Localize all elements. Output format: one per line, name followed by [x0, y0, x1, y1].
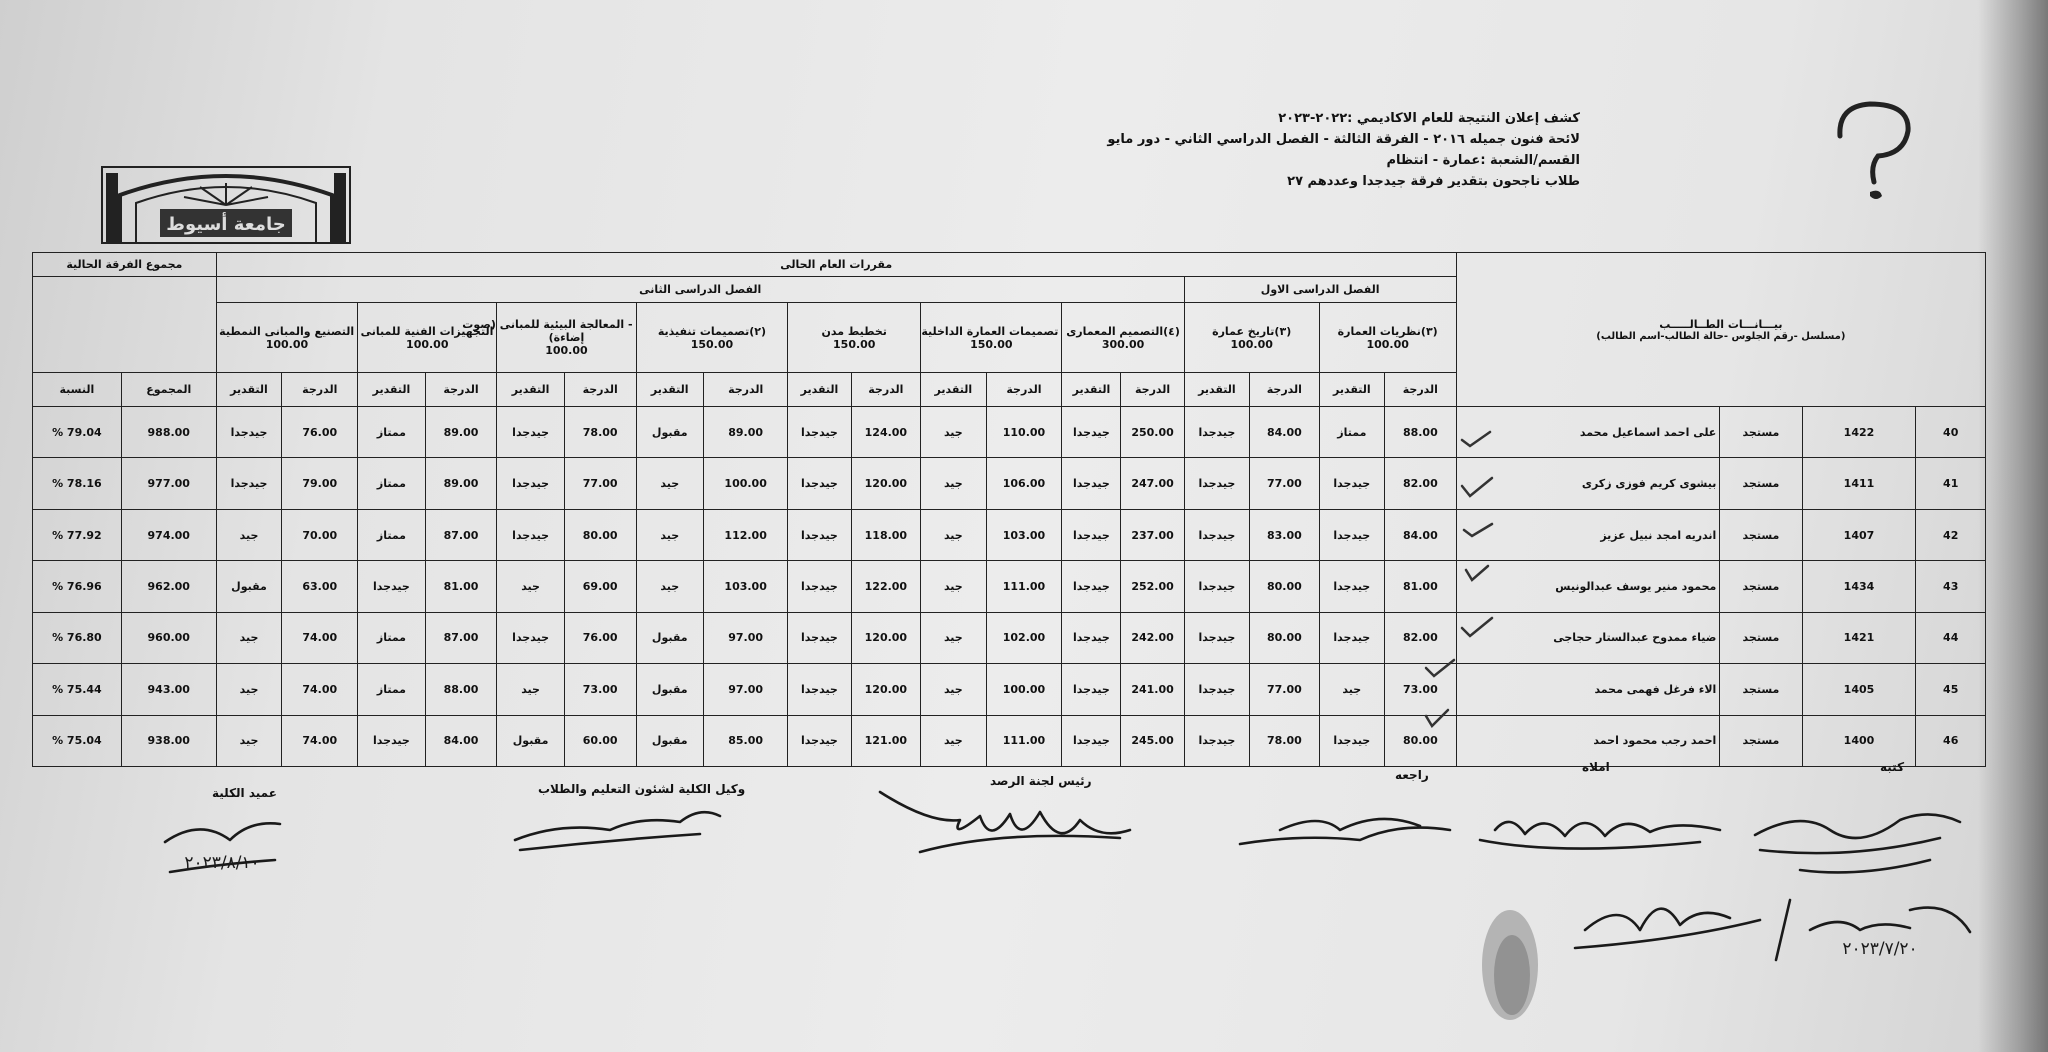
- rating-cell: جيد: [1319, 664, 1384, 715]
- rating-cell: جيدجدا: [788, 664, 851, 715]
- grade-cell: 102.00: [986, 612, 1062, 663]
- document-header: [1000, 108, 1580, 192]
- grade-cell: 77.00: [1250, 458, 1320, 509]
- rating-cell: جيدجدا: [216, 407, 282, 458]
- grade-cell: 87.00: [425, 612, 497, 663]
- rating-cell: مقبول: [497, 715, 564, 766]
- grade-cell: 97.00: [703, 612, 787, 663]
- grade-cell: 111.00: [986, 561, 1062, 612]
- grade-cell: 88.00: [425, 664, 497, 715]
- student-name-cell: احمد رجب محمود احمد: [1456, 715, 1720, 766]
- seat-number-cell: 1421: [1802, 612, 1916, 663]
- current-courses-header: مقررات العام الحالى: [216, 253, 1456, 277]
- course-header: تخطيط مدن 150.00: [788, 303, 921, 373]
- question-mark-annotation: [1830, 96, 1920, 206]
- table-row: [33, 458, 1986, 509]
- status-cell: مستجد: [1720, 715, 1802, 766]
- grade-cell: 250.00: [1121, 407, 1184, 458]
- rating-cell: مقبول: [636, 664, 703, 715]
- semester2-header: الفصل الدراسى الثانى: [216, 277, 1184, 303]
- grade-label: الدرجة: [1250, 373, 1320, 407]
- grade-label: الدرجة: [1385, 373, 1457, 407]
- grade-cell: 73.00: [1385, 664, 1457, 715]
- seat-number-cell: 1411: [1802, 458, 1916, 509]
- serial-cell: 43: [1916, 561, 1986, 612]
- rating-cell: جيدجدا: [358, 715, 425, 766]
- rating-cell: جيدجدا: [358, 561, 425, 612]
- student-name-cell: الاء فرغل فهمى محمد: [1456, 664, 1720, 715]
- seat-number-cell: 1434: [1802, 561, 1916, 612]
- rating-cell: جيدجدا: [216, 458, 282, 509]
- serial-cell: 45: [1916, 664, 1986, 715]
- grade-cell: 84.00: [1385, 509, 1457, 560]
- pct-cell: 78.16 %: [33, 458, 122, 509]
- table-row: [33, 407, 1986, 458]
- svg-text:٢٠٢٣/٨/١٠: ٢٠٢٣/٨/١٠: [184, 853, 260, 873]
- signature-section: [0, 760, 2048, 1050]
- written-by-label: كتبه: [1880, 760, 1905, 774]
- seat-number-cell: 1407: [1802, 509, 1916, 560]
- pct-cell: 75.44 %: [33, 664, 122, 715]
- rating-cell: جيد: [216, 664, 282, 715]
- rating-cell: جيدجدا: [1319, 561, 1384, 612]
- rating-label: التقدير: [636, 373, 703, 407]
- rating-cell: جيدجدا: [1184, 509, 1249, 560]
- rating-cell: جيدجدا: [1319, 612, 1384, 663]
- rating-label: التقدير: [921, 373, 986, 407]
- student-name-cell: بيشوى كريم فوزى زكرى: [1456, 458, 1720, 509]
- grade-cell: 245.00: [1121, 715, 1184, 766]
- grade-cell: 252.00: [1121, 561, 1184, 612]
- grade-cell: 63.00: [282, 561, 358, 612]
- sum-cell: 988.00: [121, 407, 216, 458]
- rating-cell: جيدجدا: [1184, 612, 1249, 663]
- rating-cell: جيدجدا: [1184, 715, 1249, 766]
- seat-number-cell: 1405: [1802, 664, 1916, 715]
- pct-cell: 76.96 %: [33, 561, 122, 612]
- grade-label: الدرجة: [282, 373, 358, 407]
- student-name-cell: على احمد اسماعيل محمد: [1456, 407, 1720, 458]
- course-header: (٤)التصميم المعمارى 300.00: [1062, 303, 1184, 373]
- rating-cell: جيد: [497, 664, 564, 715]
- grade-cell: 80.00: [1385, 715, 1457, 766]
- student-name-cell: ضياء ممدوح عبدالستار حجاجى: [1456, 612, 1720, 663]
- status-cell: مستجد: [1720, 561, 1802, 612]
- rating-cell: جيدجدا: [1062, 715, 1121, 766]
- sum-cell: 962.00: [121, 561, 216, 612]
- university-logo: [100, 165, 352, 245]
- status-cell: مستجد: [1720, 664, 1802, 715]
- rating-cell: جيدجدا: [788, 458, 851, 509]
- grade-cell: 103.00: [703, 561, 787, 612]
- svg-text:جامعة أسيوط: جامعة أسيوط: [166, 214, 286, 235]
- rating-label: التقدير: [1184, 373, 1249, 407]
- rating-cell: جيدجدا: [1184, 458, 1249, 509]
- grade-cell: 83.00: [1250, 509, 1320, 560]
- rating-cell: ممتاز: [358, 458, 425, 509]
- grade-cell: 242.00: [1121, 612, 1184, 663]
- sum-cell: 974.00: [121, 509, 216, 560]
- grade-cell: 82.00: [1385, 612, 1457, 663]
- committee-head-label: رئيس لجنة الرصد: [990, 774, 1092, 788]
- header-line-3: القسم/الشعبة :عمارة - انتظام: [1386, 153, 1580, 168]
- course-header: تصميمات العمارة الداخلية 150.00: [921, 303, 1062, 373]
- rating-cell: جيدجدا: [1062, 509, 1121, 560]
- rating-cell: مقبول: [216, 561, 282, 612]
- sum-cell: 960.00: [121, 612, 216, 663]
- pct-cell: 79.04 %: [33, 407, 122, 458]
- rating-cell: مقبول: [636, 407, 703, 458]
- grade-cell: 78.00: [564, 407, 636, 458]
- vice-dean-label: وكيل الكلية لشئون التعليم والطلاب: [538, 782, 746, 796]
- sum-cell: 938.00: [121, 715, 216, 766]
- grades-table: [32, 252, 1986, 767]
- rating-cell: جيدجدا: [788, 509, 851, 560]
- grade-cell: 76.00: [564, 612, 636, 663]
- serial-cell: 44: [1916, 612, 1986, 663]
- rating-cell: جيدجدا: [1062, 458, 1121, 509]
- rating-label: التقدير: [216, 373, 282, 407]
- header-line-1: كشف إعلان النتيجة للعام الاكاديمي :٢٠٢٢-٢٠٢٣: [1278, 111, 1580, 126]
- rating-cell: جيدجدا: [1319, 509, 1384, 560]
- rating-cell: جيدجدا: [1062, 407, 1121, 458]
- rating-cell: جيدجدا: [497, 612, 564, 663]
- grade-cell: 74.00: [282, 664, 358, 715]
- grade-label: الدرجة: [425, 373, 497, 407]
- table-row: [33, 509, 1986, 560]
- status-cell: مستجد: [1720, 509, 1802, 560]
- rating-cell: جيد: [921, 561, 986, 612]
- semester1-header: الفصل الدراسى الاول: [1184, 277, 1456, 303]
- header-line-4: طلاب ناجحون بتقدير فرقة جيدجدا وعددهم ٢٧: [1287, 174, 1580, 189]
- course-header: (٣)نظريات العمارة 100.00: [1319, 303, 1456, 373]
- course-header: التصنيع والمبانى النمطية 100.00: [216, 303, 358, 373]
- student-name-cell: اندريه امجد نبيل عزيز: [1456, 509, 1720, 560]
- rating-cell: جيد: [921, 664, 986, 715]
- dean-label: عميد الكلية: [212, 786, 277, 800]
- rating-cell: جيدجدا: [788, 561, 851, 612]
- grade-cell: 84.00: [1250, 407, 1320, 458]
- student-data-header: بيـــانـــات الطــالـــــب (مسلسل -رقم الجلوس -حالة الطالب-اسم الطالب): [1456, 253, 1985, 407]
- rating-cell: جيدجدا: [788, 407, 851, 458]
- rating-cell: جيدجدا: [497, 509, 564, 560]
- grade-cell: 77.00: [1250, 664, 1320, 715]
- rating-cell: جيد: [497, 561, 564, 612]
- rating-cell: جيدجدا: [1319, 458, 1384, 509]
- grade-label: الدرجة: [703, 373, 787, 407]
- grade-cell: 100.00: [986, 664, 1062, 715]
- rating-cell: ممتاز: [1319, 407, 1384, 458]
- grade-cell: 89.00: [425, 407, 497, 458]
- rating-cell: مقبول: [636, 612, 703, 663]
- grade-cell: 85.00: [703, 715, 787, 766]
- grade-cell: 121.00: [851, 715, 921, 766]
- grade-cell: 81.00: [1385, 561, 1457, 612]
- rating-cell: جيد: [921, 715, 986, 766]
- rating-label: التقدير: [788, 373, 851, 407]
- grade-label: الدرجة: [851, 373, 921, 407]
- grade-cell: 74.00: [282, 715, 358, 766]
- grade-cell: 78.00: [1250, 715, 1320, 766]
- rating-cell: جيدجدا: [1062, 664, 1121, 715]
- grade-cell: 120.00: [851, 664, 921, 715]
- grade-cell: 69.00: [564, 561, 636, 612]
- seat-number-cell: 1422: [1802, 407, 1916, 458]
- table-row: [33, 664, 1986, 715]
- reviewed-by-label: راجعه: [1395, 768, 1429, 782]
- grade-cell: 112.00: [703, 509, 787, 560]
- total-header: مجموع الفرقة الحالية: [33, 253, 217, 277]
- grade-cell: 80.00: [1250, 612, 1320, 663]
- rating-cell: جيد: [921, 407, 986, 458]
- pct-label: النسبة: [33, 373, 122, 407]
- grade-cell: 88.00: [1385, 407, 1457, 458]
- serial-cell: 40: [1916, 407, 1986, 458]
- grade-cell: 87.00: [425, 509, 497, 560]
- sum-cell: 943.00: [121, 664, 216, 715]
- course-header: (٢)تصميمات تنفيذية 150.00: [636, 303, 788, 373]
- rating-cell: جيدجدا: [788, 715, 851, 766]
- rating-cell: جيد: [921, 458, 986, 509]
- rating-label: التقدير: [1319, 373, 1384, 407]
- grade-cell: 79.00: [282, 458, 358, 509]
- grade-cell: 60.00: [564, 715, 636, 766]
- sum-cell: 977.00: [121, 458, 216, 509]
- svg-text:٢٠٢٣/٧/٢٠: ٢٠٢٣/٧/٢٠: [1842, 939, 1918, 959]
- status-cell: مستجد: [1720, 612, 1802, 663]
- grade-cell: 84.00: [425, 715, 497, 766]
- grade-cell: 120.00: [851, 458, 921, 509]
- grade-cell: 70.00: [282, 509, 358, 560]
- status-cell: مستجد: [1720, 458, 1802, 509]
- grade-cell: 111.00: [986, 715, 1062, 766]
- rating-cell: جيد: [636, 509, 703, 560]
- rating-cell: ممتاز: [358, 509, 425, 560]
- rating-cell: ممتاز: [358, 664, 425, 715]
- rating-cell: جيدجدا: [1062, 612, 1121, 663]
- grade-cell: 97.00: [703, 664, 787, 715]
- grade-cell: 73.00: [564, 664, 636, 715]
- rating-cell: جيد: [216, 612, 282, 663]
- rating-label: التقدير: [497, 373, 564, 407]
- rating-cell: جيد: [921, 612, 986, 663]
- grade-cell: 241.00: [1121, 664, 1184, 715]
- grade-cell: 106.00: [986, 458, 1062, 509]
- grade-cell: 80.00: [564, 509, 636, 560]
- header-line-2: لائحة فنون جميله ٢٠١٦ - الفرقة الثالثة - الفصل الدراسي الثاني - دور مايو: [1107, 132, 1580, 147]
- grade-cell: 110.00: [986, 407, 1062, 458]
- grade-cell: 100.00: [703, 458, 787, 509]
- rating-cell: جيدجدا: [1184, 561, 1249, 612]
- pct-cell: 75.04 %: [33, 715, 122, 766]
- sum-label: المجموع: [121, 373, 216, 407]
- rating-cell: جيد: [636, 561, 703, 612]
- rating-label: التقدير: [1062, 373, 1121, 407]
- grade-cell: 80.00: [1250, 561, 1320, 612]
- grade-cell: 120.00: [851, 612, 921, 663]
- course-header: التجهيزات الفنية للمبانى 100.00: [358, 303, 497, 373]
- grade-cell: 89.00: [703, 407, 787, 458]
- grade-cell: 124.00: [851, 407, 921, 458]
- check-marks: [1440, 420, 1500, 750]
- serial-cell: 41: [1916, 458, 1986, 509]
- rating-label: التقدير: [358, 373, 425, 407]
- rating-cell: جيد: [921, 509, 986, 560]
- grade-cell: 74.00: [282, 612, 358, 663]
- grade-cell: 82.00: [1385, 458, 1457, 509]
- rating-cell: جيدجدا: [1184, 664, 1249, 715]
- serial-cell: 42: [1916, 509, 1986, 560]
- grade-label: الدرجة: [564, 373, 636, 407]
- rating-cell: جيدجدا: [1184, 407, 1249, 458]
- dictated-by-label: املاه: [1582, 760, 1610, 774]
- rating-cell: جيدجدا: [497, 458, 564, 509]
- rating-cell: ممتاز: [358, 407, 425, 458]
- grade-cell: 122.00: [851, 561, 921, 612]
- rating-cell: جيد: [216, 715, 282, 766]
- seat-number-cell: 1400: [1802, 715, 1916, 766]
- table-row: [33, 561, 1986, 612]
- student-name-cell: محمود منير يوسف عبدالونيس: [1456, 561, 1720, 612]
- grade-cell: 103.00: [986, 509, 1062, 560]
- status-cell: مستجد: [1720, 407, 1802, 458]
- rating-cell: جيدجدا: [788, 612, 851, 663]
- grade-cell: 237.00: [1121, 509, 1184, 560]
- grade-cell: 118.00: [851, 509, 921, 560]
- pct-cell: 76.80 %: [33, 612, 122, 663]
- handwritten-signatures: [0, 760, 2048, 1050]
- grade-cell: 77.00: [564, 458, 636, 509]
- rating-cell: ممتاز: [358, 612, 425, 663]
- table-row: [33, 715, 1986, 766]
- grade-cell: 81.00: [425, 561, 497, 612]
- table-row: [33, 612, 1986, 663]
- rating-cell: جيد: [216, 509, 282, 560]
- grade-cell: 247.00: [1121, 458, 1184, 509]
- rating-cell: جيدجدا: [1319, 715, 1384, 766]
- course-header: (٣)تاريخ عمارة 100.00: [1184, 303, 1319, 373]
- pct-cell: 77.92 %: [33, 509, 122, 560]
- rating-cell: جيدجدا: [497, 407, 564, 458]
- grade-label: الدرجة: [1121, 373, 1184, 407]
- serial-cell: 46: [1916, 715, 1986, 766]
- grade-cell: 76.00: [282, 407, 358, 458]
- course-header: - المعالجة البيئية للمبانى (صوت إضاءة) 100.00: [497, 303, 636, 373]
- rating-cell: جيدجدا: [1062, 561, 1121, 612]
- grade-cell: 89.00: [425, 458, 497, 509]
- grade-label: الدرجة: [986, 373, 1062, 407]
- rating-cell: جيد: [636, 458, 703, 509]
- rating-cell: مقبول: [636, 715, 703, 766]
